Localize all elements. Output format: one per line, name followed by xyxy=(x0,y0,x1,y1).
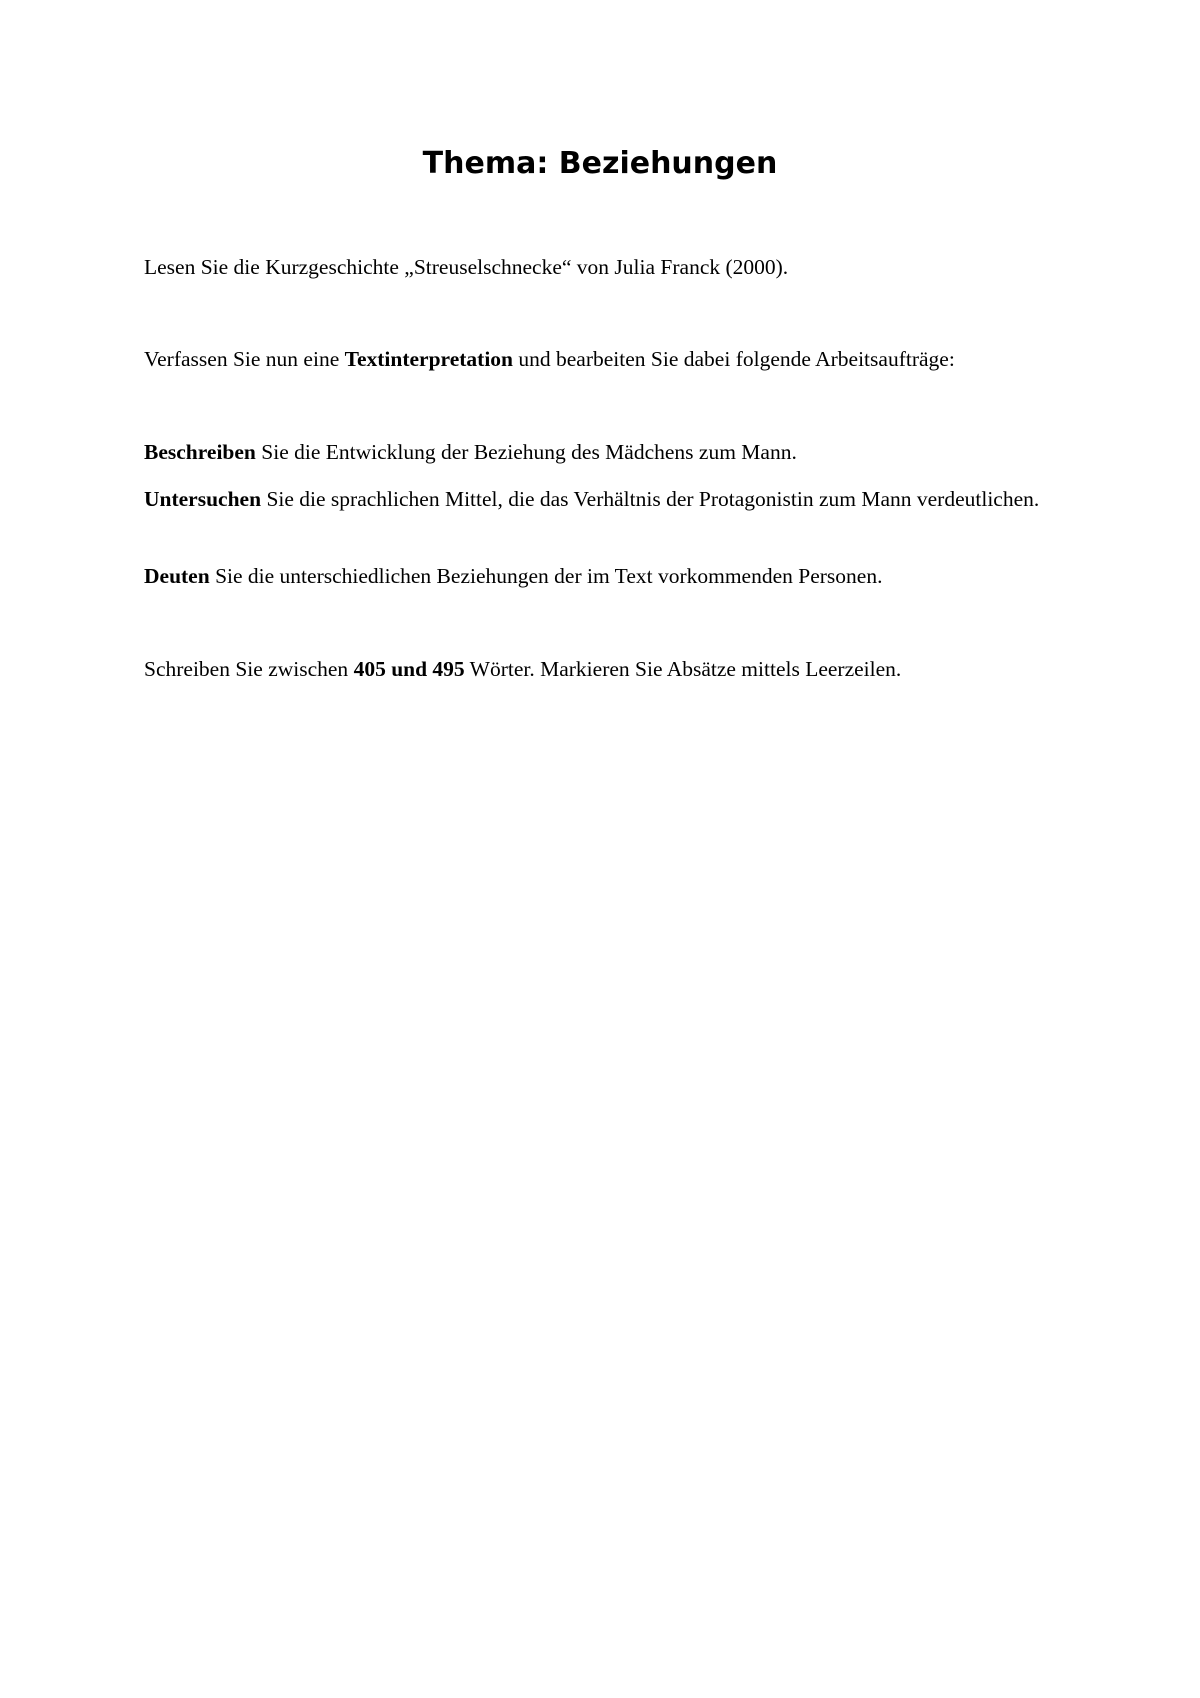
word-limit-after: Wörter. Markieren Sie Absätze mittels Leerzeilen. xyxy=(464,657,902,681)
task-examine xyxy=(144,484,1064,515)
word-limit-before: Schreiben Sie zwischen xyxy=(144,657,354,681)
word-limit-note xyxy=(144,654,1064,685)
task-text: Sie die unterschiedlichen Beziehungen der im Text vorkommenden Personen. xyxy=(209,564,883,588)
writing-instruction-after: und bearbeiten Sie dabei folgende Arbeitsaufträge: xyxy=(513,347,955,371)
word-limit-range: 405 und 495 xyxy=(353,657,465,681)
page-title: Thema: Beziehungen xyxy=(422,146,778,181)
task-verb: Beschreiben xyxy=(144,440,256,464)
task-verb: Deuten xyxy=(144,564,210,588)
task-verb: Untersuchen xyxy=(144,487,262,511)
writing-instruction xyxy=(144,344,1064,375)
task-text: Sie die sprachlichen Mittel, die das Verhältnis der Protagonistin zum Mann verdeutlichen. xyxy=(261,487,1040,511)
writing-instruction-bold: Textinterpretation xyxy=(344,347,514,371)
task-interpret xyxy=(144,561,1064,592)
task-describe xyxy=(144,437,1064,468)
writing-instruction-before: Verfassen Sie nun eine xyxy=(144,347,345,371)
reading-instruction: Lesen Sie die Kurzgeschichte „Streuselschnecke“ von Julia Franck (2000). xyxy=(144,255,789,279)
task-text: Sie die Entwicklung der Beziehung des Mädchens zum Mann. xyxy=(255,440,797,464)
